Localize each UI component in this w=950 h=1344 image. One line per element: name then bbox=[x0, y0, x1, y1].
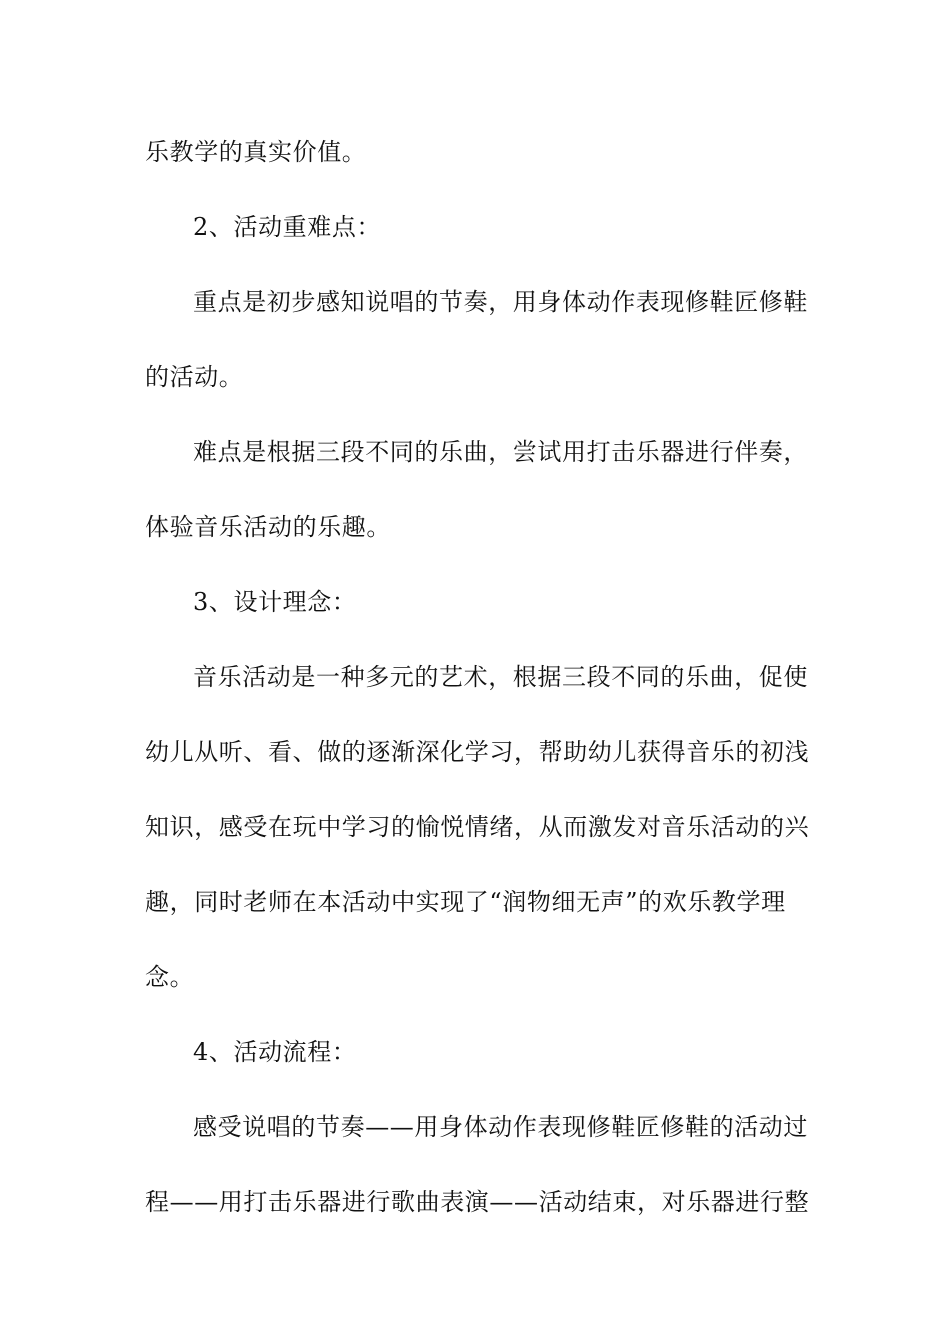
paragraph-line: 重点是初步感知说唱的节奏，用身体动作表现修鞋匠修鞋 bbox=[193, 288, 808, 316]
paragraph-line: 的活动。 bbox=[145, 363, 244, 391]
paragraph-line: 体验音乐活动的乐趣。 bbox=[145, 513, 391, 541]
paragraph-line: 幼儿从听、看、做的逐渐深化学习，帮助幼儿获得音乐的初浅 bbox=[145, 738, 810, 766]
paragraph-line: 音乐活动是一种多元的艺术，根据三段不同的乐曲，促使 bbox=[193, 663, 808, 691]
section-heading: 3、设计理念： bbox=[193, 588, 357, 616]
paragraph-line: 知识，感受在玩中学习的愉悦情绪，从而激发对音乐活动的兴 bbox=[145, 813, 810, 841]
paragraph-line: 乐教学的真实价值。 bbox=[145, 138, 367, 166]
paragraph-line: 难点是根据三段不同的乐曲，尝试用打击乐器进行伴奏， bbox=[193, 438, 808, 466]
paragraph-line: 感受说唱的节奏——用身体动作表现修鞋匠修鞋的活动过 bbox=[193, 1113, 808, 1141]
section-heading: 4、活动流程： bbox=[193, 1038, 357, 1066]
paragraph-line: 程——用打击乐器进行歌曲表演——活动结束，对乐器进行整 bbox=[145, 1188, 810, 1216]
section-heading: 2、活动重难点： bbox=[193, 213, 382, 241]
paragraph-line: 念。 bbox=[145, 963, 195, 991]
paragraph-line: 趣，同时老师在本活动中实现了“润物细无声”的欢乐教学理 bbox=[145, 888, 786, 916]
